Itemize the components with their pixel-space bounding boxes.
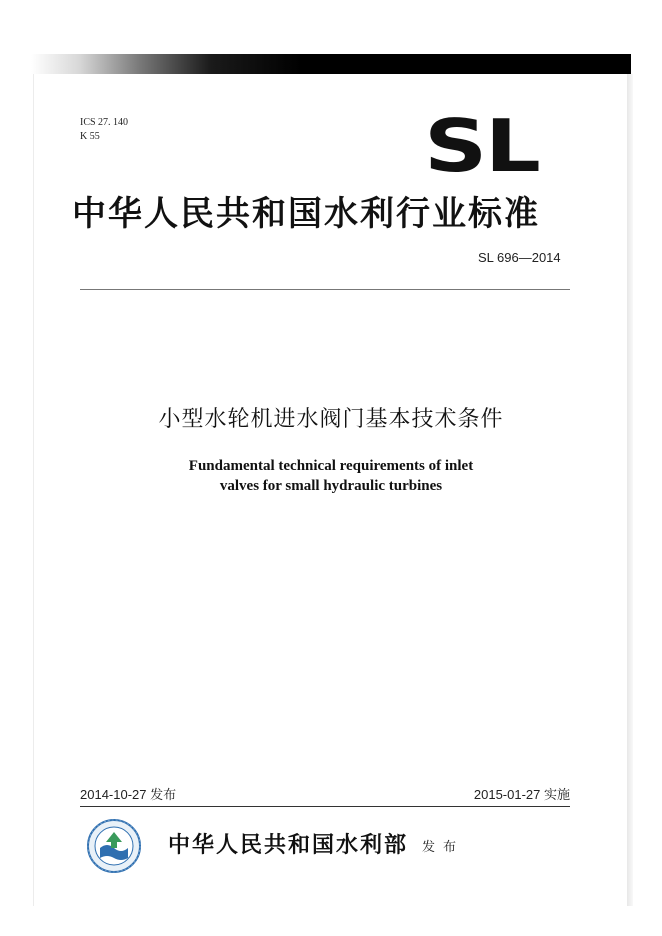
chinese-title: 小型水轮机进水阀门基本技术条件 bbox=[158, 407, 504, 432]
english-title-line-2: valves for small hydraulic turbines bbox=[219, 478, 443, 494]
issue-date: 2014-10-27 发布 bbox=[80, 787, 177, 802]
publisher-name: 中华人民共和国水利部 bbox=[168, 833, 409, 858]
date-row bbox=[80, 784, 570, 804]
ministry-emblem-icon bbox=[86, 818, 142, 874]
english-title bbox=[0, 456, 662, 496]
publish-label: 发布 bbox=[422, 840, 465, 855]
classification-code: K 55 bbox=[80, 131, 100, 142]
sl-logo: SL bbox=[424, 104, 539, 188]
english-title-line-1: Fundamental technical requirements of inlet bbox=[188, 458, 474, 474]
classification-block bbox=[80, 116, 128, 144]
standard-category-title: 中华人民共和国水利行业标准 bbox=[72, 194, 540, 234]
effective-date: 2015-01-27 实施 bbox=[473, 787, 570, 802]
ics-code: ICS 27. 140 bbox=[80, 117, 129, 128]
standard-code: SL 696—2014 bbox=[478, 250, 561, 265]
scan-top-bar bbox=[31, 54, 631, 74]
header-divider bbox=[80, 289, 570, 290]
footer-divider bbox=[80, 806, 570, 807]
